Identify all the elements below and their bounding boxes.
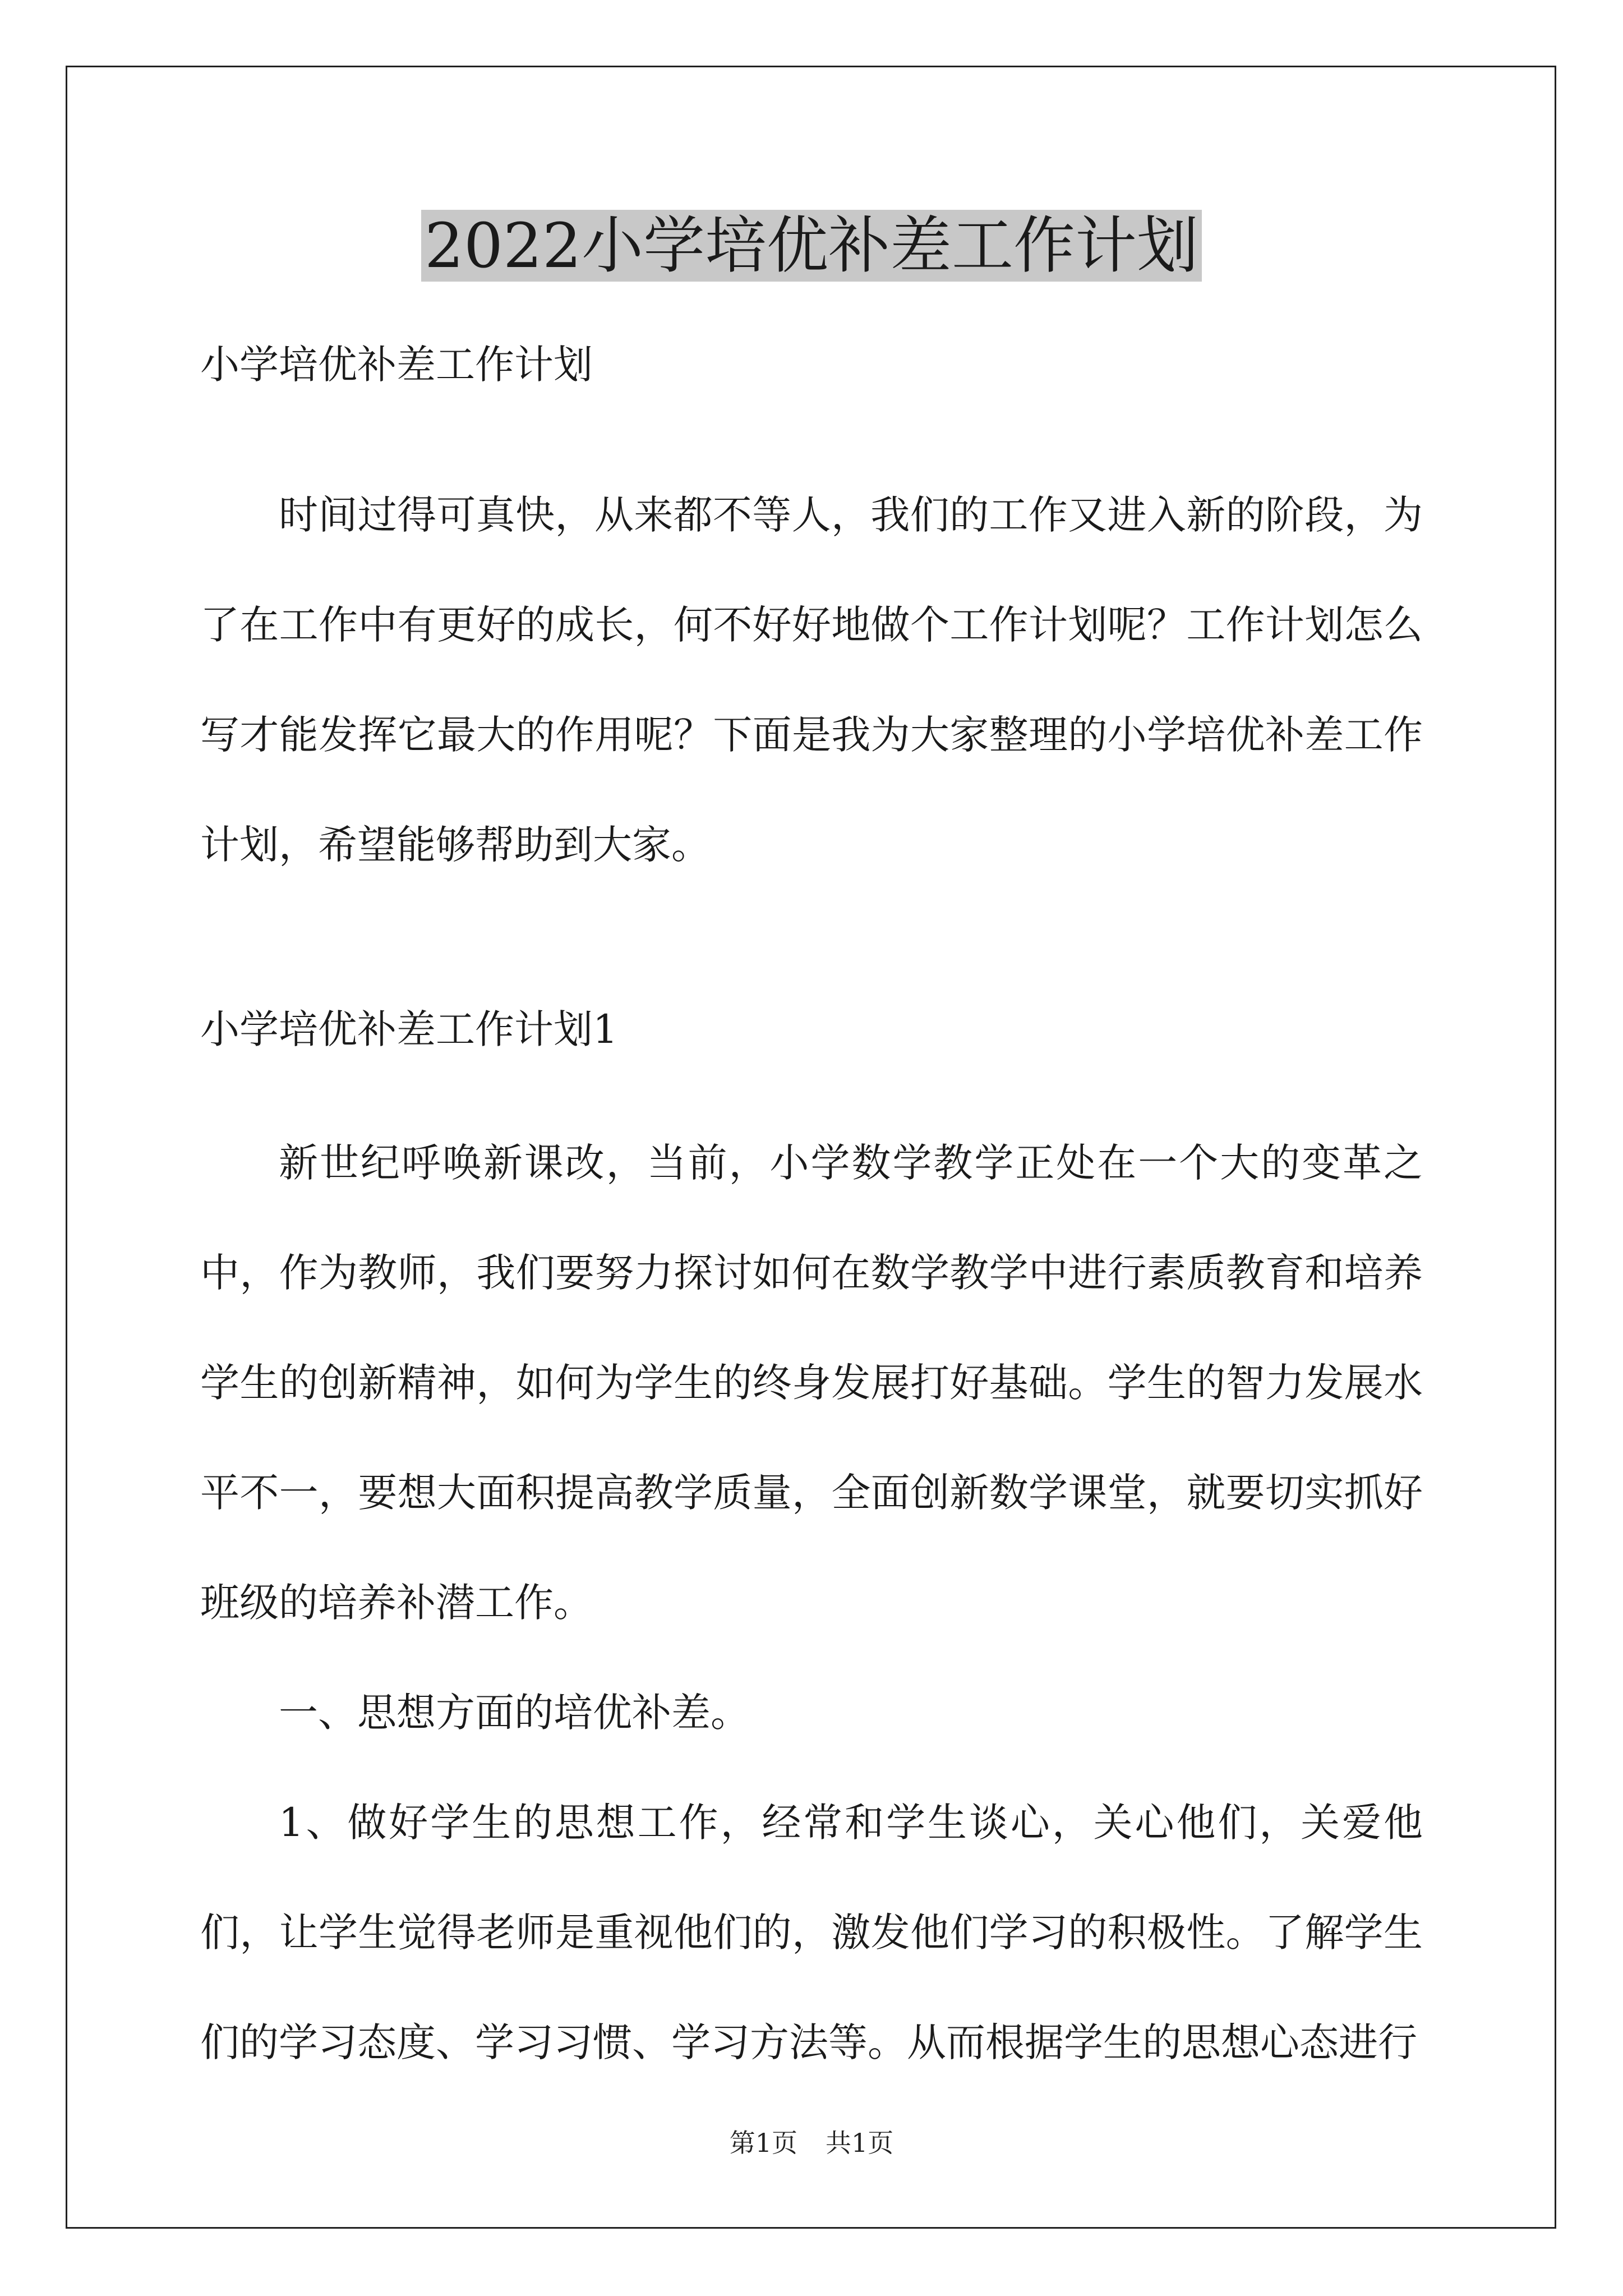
page-number-total: 共1页 xyxy=(826,2128,894,2158)
page-footer xyxy=(0,2126,1623,2160)
section-body xyxy=(200,1108,1423,2097)
document-title xyxy=(0,206,1623,285)
intro-paragraph: 时间过得可真快，从来都不等人，我们的工作又进入新的阶段，为了在工作中有更好的成长，何不好好地做个工作计划呢？工作计划怎么写才能发挥它最大的作用呢？下面是我为大家整理的小学培优补差工作计划，希望能够帮助到大家。 xyxy=(200,492,1423,868)
section-heading: 小学培优补差工作计划1 xyxy=(200,1006,618,1052)
page-number-current: 第1页 xyxy=(729,2128,797,2158)
section-paragraph: 一、思想方面的培优补差。 xyxy=(279,1690,750,1736)
section-paragraph: 1、做好学生的思想工作，经常和学生谈心，关心他们，关爱他们，让学生觉得老师是重视他们的，激发他们学习的积极性。了解学生们的学习态度、学习习惯、学习方法等。从而根据学生的思想心态进行 xyxy=(200,1800,1423,2065)
document-subtitle: 小学培优补差工作计划 xyxy=(200,342,593,388)
document-title-text: 2022小学培优补差工作计划 xyxy=(421,210,1202,282)
section-paragraph: 新世纪呼唤新课改，当前，小学数学教学正处在一个大的变革之中，作为教师，我们要努力探讨如何在数学教学中进行素质教育和培养学生的创新精神，如何为学生的终身发展打好基础。学生的智力发展水平不一，要想大面积提高教学质量，全面创新数学课堂，就要切实抓好班级的培养补潜工作。 xyxy=(200,1140,1423,1626)
